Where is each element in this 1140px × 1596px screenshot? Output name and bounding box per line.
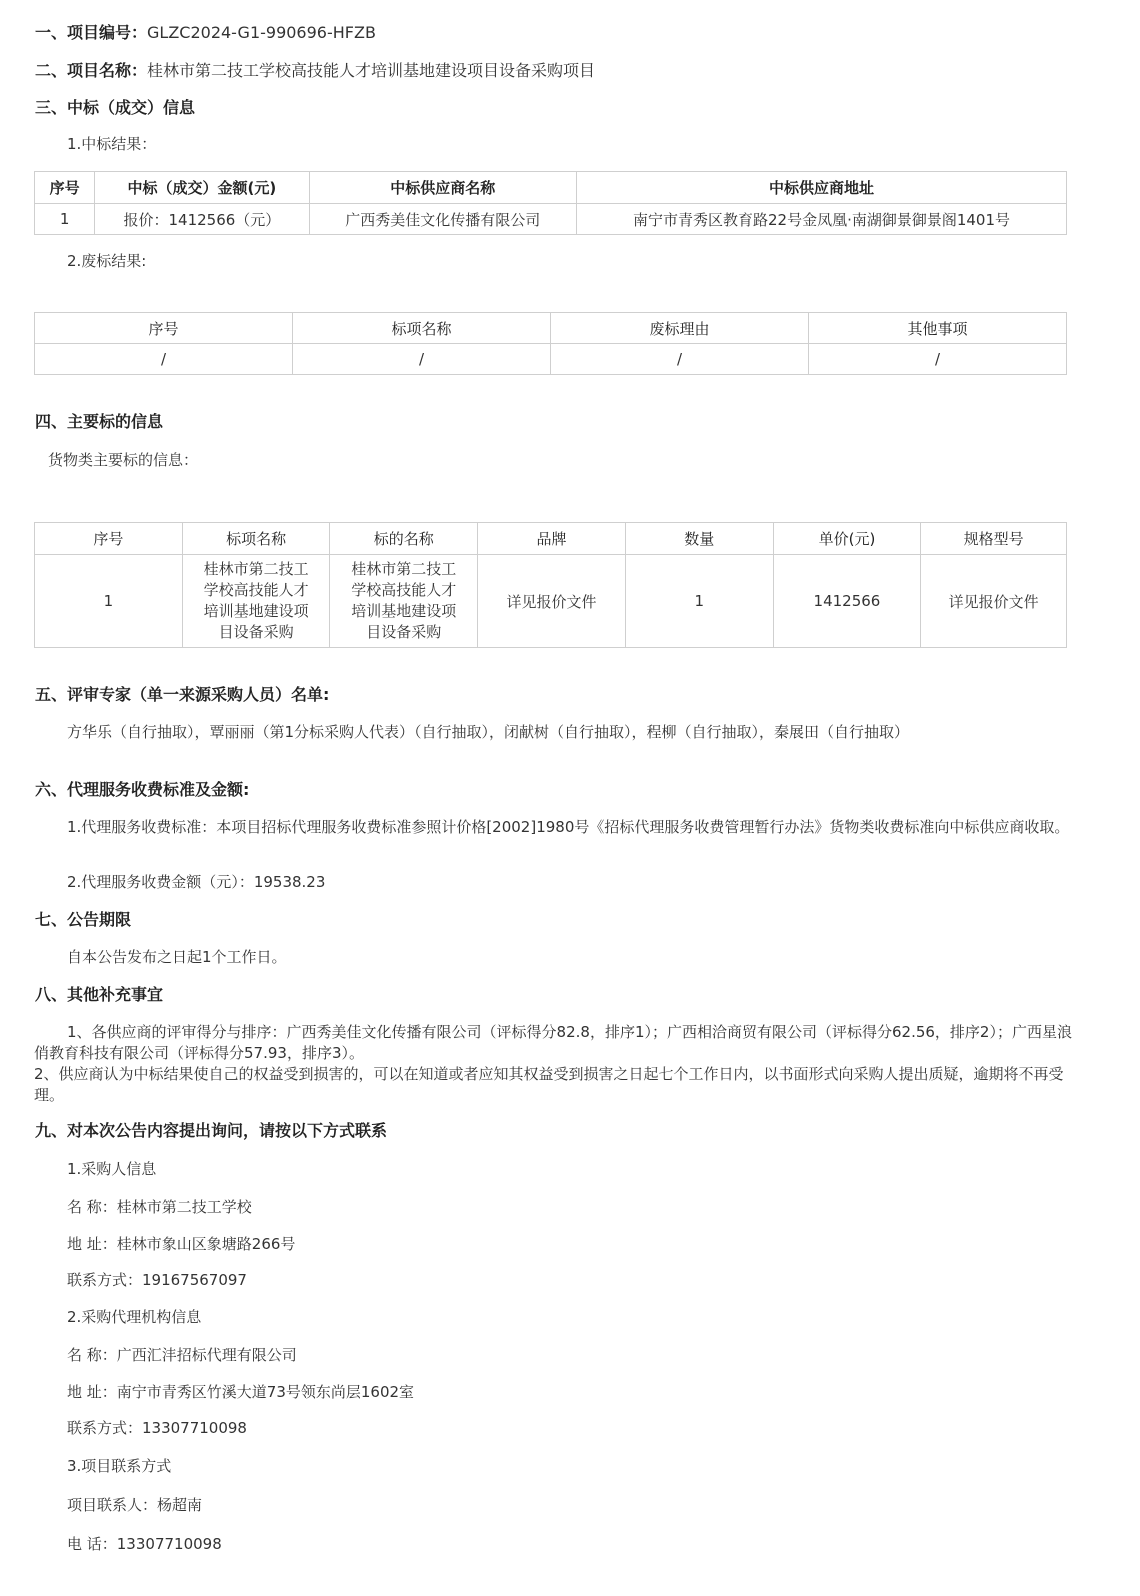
experts-list: 方华乐（自行抽取），覃丽丽（第1分标采购人代表）（自行抽取），闭献树（自行抽取），程柳（自行抽取），秦展田（自行抽取）	[67, 723, 910, 741]
table-header-row	[35, 313, 1067, 344]
table-header-cell: 中标供应商名称	[309, 172, 576, 204]
table-row	[35, 555, 1067, 648]
table-cell: 广西秀美佳文化传播有限公司	[309, 204, 576, 235]
table-cell: 桂林市第二技工学校高技能人才培训基地建设项目设备采购	[330, 555, 478, 648]
table-cell: 南宁市青秀区教育路22号金凤凰·南湖御景御景阁1401号	[577, 204, 1067, 235]
table-cell: /	[293, 344, 551, 375]
project-name-label: 二、项目名称：	[35, 61, 148, 80]
table-header-cell: 其他事项	[809, 313, 1067, 344]
table-cell: /	[35, 344, 293, 375]
table-header-cell: 序号	[35, 313, 293, 344]
table-cell: 桂林市第二技工学校高技能人才培训基地建设项目设备采购	[182, 555, 330, 648]
complaint-notice-text: 2、供应商认为中标结果使自己的权益受到损害的，可以在知道或者应知其权益受到损害之日起七个工作日内，以书面形式向采购人提出质疑，逾期将不再受理。	[34, 1065, 1064, 1104]
section-4-title: 四、主要标的信息	[35, 412, 164, 431]
table-cell: 详见报价文件	[921, 555, 1067, 648]
table-cell: 详见报价文件	[478, 555, 626, 648]
project-contact-phone: 电 话：13307710098	[67, 1535, 222, 1553]
table-header-row	[35, 172, 1067, 204]
buyer-info-title: 1.采购人信息	[67, 1160, 157, 1178]
table-header-row	[35, 523, 1067, 555]
table-header-cell: 标项名称	[293, 313, 551, 344]
table-header-cell: 废标理由	[551, 313, 809, 344]
fee-amount-text: 2.代理服务收费金额（元）：19538.23	[67, 873, 326, 891]
table-header-cell: 中标（成交）金额(元)	[95, 172, 309, 204]
project-contact-person: 项目联系人：杨超南	[67, 1496, 203, 1514]
table-cell: 报价：1412566（元）	[95, 204, 309, 235]
table-header-cell: 单价(元)	[773, 523, 921, 555]
section-8-title: 八、其他补充事宜	[35, 985, 164, 1004]
table-cell: 1	[35, 555, 183, 648]
failed-bid-label: 2.废标结果:	[67, 252, 147, 270]
table-cell: /	[551, 344, 809, 375]
winning-result-table	[34, 171, 1067, 235]
agent-name: 名 称：广西汇沣招标代理有限公司	[67, 1346, 297, 1364]
buyer-phone: 联系方式：19167567097	[67, 1271, 247, 1289]
table-header-cell: 品牌	[478, 523, 626, 555]
table-cell: 1	[35, 204, 95, 235]
project-number-line	[35, 23, 376, 43]
table-header-cell: 规格型号	[921, 523, 1067, 555]
table-row	[35, 344, 1067, 375]
project-number-label: 一、项目编号：	[35, 23, 148, 42]
notice-period-text: 自本公告发布之日起1个工作日。	[67, 948, 287, 966]
table-cell: 1412566	[773, 555, 921, 648]
goods-info-label: 货物类主要标的信息：	[48, 451, 199, 469]
fee-standard-text: 1.代理服务收费标准：本项目招标代理服务收费标准参照计价格[2002]1980号《招标代理服务收费管理暂行办法》货物类收费标准向中标供应商收取。	[67, 818, 1070, 836]
failed-bid-table	[34, 312, 1067, 375]
main-goods-table	[34, 522, 1067, 648]
section-6-title: 六、代理服务收费标准及金额:	[35, 780, 250, 799]
buyer-name: 名 称：桂林市第二技工学校	[67, 1198, 252, 1216]
section-5-title: 五、评审专家（单一来源采购人员）名单:	[35, 685, 330, 704]
table-row	[35, 204, 1067, 235]
table-header-cell: 标项名称	[182, 523, 330, 555]
table-cell: /	[809, 344, 1067, 375]
project-name-value: 桂林市第二技工学校高技能人才培训基地建设项目设备采购项目	[147, 61, 596, 80]
table-cell: 1	[625, 555, 773, 648]
table-header-cell: 中标供应商地址	[577, 172, 1067, 204]
table-header-cell: 数量	[625, 523, 773, 555]
section-3-title: 三、中标（成交）信息	[35, 98, 196, 117]
project-name-line	[35, 61, 595, 81]
section-9-title: 九、对本次公告内容提出询问，请按以下方式联系	[35, 1121, 388, 1140]
buyer-address: 地 址：桂林市象山区象塘路266号	[67, 1235, 296, 1253]
agent-info-title: 2.采购代理机构信息	[67, 1308, 202, 1326]
section-7-title: 七、公告期限	[35, 910, 132, 929]
table-header-cell: 标的名称	[330, 523, 478, 555]
project-contact-title: 3.项目联系方式	[67, 1457, 172, 1475]
table-header-cell: 序号	[35, 523, 183, 555]
agent-phone: 联系方式：13307710098	[67, 1419, 247, 1437]
winning-result-label: 1.中标结果：	[67, 135, 157, 153]
supplier-ranking-text: 1、各供应商的评审得分与排序：广西秀美佳文化传播有限公司（评标得分82.8，排序1）；广西相洽商贸有限公司（评标得分62.56，排序2）；广西星浪俏教育科技有限公司（评标得分57.93，排序3）。	[34, 1023, 1072, 1062]
table-header-cell: 序号	[35, 172, 95, 204]
agent-address: 地 址：南宁市青秀区竹溪大道73号领东尚层1602室	[67, 1383, 415, 1401]
project-number-value: GLZC2024-G1-990696-HFZB	[147, 23, 376, 42]
